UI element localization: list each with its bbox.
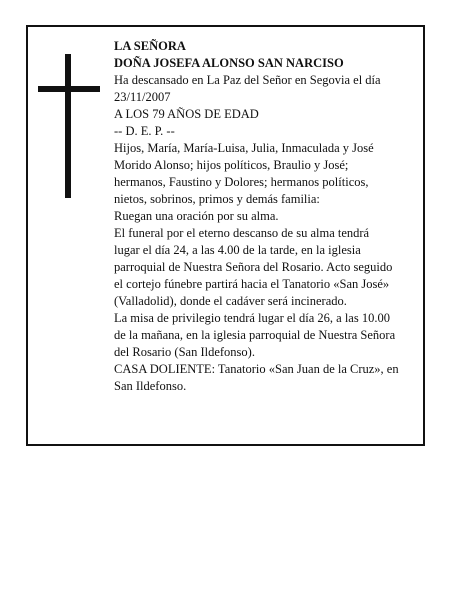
cross-vertical-bar <box>65 54 71 198</box>
cross-horizontal-bar <box>38 86 100 92</box>
funeral-line-4: el cortejo fúnebre partirá hacia el Tanatorio «San José» <box>114 277 390 291</box>
funeral-line-1: El funeral por el eterno descanso de su alma tendrá <box>114 226 370 240</box>
family-line-2: Morido Alonso; hijos políticos, Braulio y José; <box>114 158 349 172</box>
mass-line-2: de la mañana, en la iglesia parroquial de Nuestra Señora <box>114 328 396 342</box>
funeral-line-5: (Valladolid), donde el cadáver será incinerado. <box>114 294 347 308</box>
obituary-text <box>114 38 432 395</box>
funeral-line-3: parroquial de Nuestra Señora del Rosario. Acto seguido <box>114 260 393 274</box>
rip: -- D. E. P. -- <box>114 124 175 138</box>
mass-line-3: del Rosario (San Ildefonso). <box>114 345 255 359</box>
family-line-4: nietos, sobrinos, primos y demás familia: <box>114 192 320 206</box>
salutation: LA SEÑORA <box>114 39 186 53</box>
death-date: 23/11/2007 <box>114 90 171 104</box>
prayer-request: Ruegan una oración por su alma. <box>114 209 279 223</box>
family-line-3: hermanos, Faustino y Dolores; hermanos políticos, <box>114 175 369 189</box>
mourning-house-line-1: CASA DOLIENTE: Tanatorio «San Juan de la Cruz», en <box>114 362 399 376</box>
age: A LOS 79 AÑOS DE EDAD <box>114 107 259 121</box>
funeral-line-2: lugar el día 24, a las 4.00 de la tarde, en la iglesia <box>114 243 361 257</box>
death-notice: Ha descansado en La Paz del Señor en Segovia el día <box>114 73 381 87</box>
cross-icon <box>38 54 100 198</box>
mass-line-1: La misa de privilegio tendrá lugar el día 26, a las 10.00 <box>114 311 390 325</box>
mourning-house-line-2: San Ildefonso. <box>114 379 187 393</box>
deceased-name: DOÑA JOSEFA ALONSO SAN NARCISO <box>114 56 344 70</box>
family-line-1: Hijos, María, María-Luisa, Julia, Inmaculada y José <box>114 141 374 155</box>
